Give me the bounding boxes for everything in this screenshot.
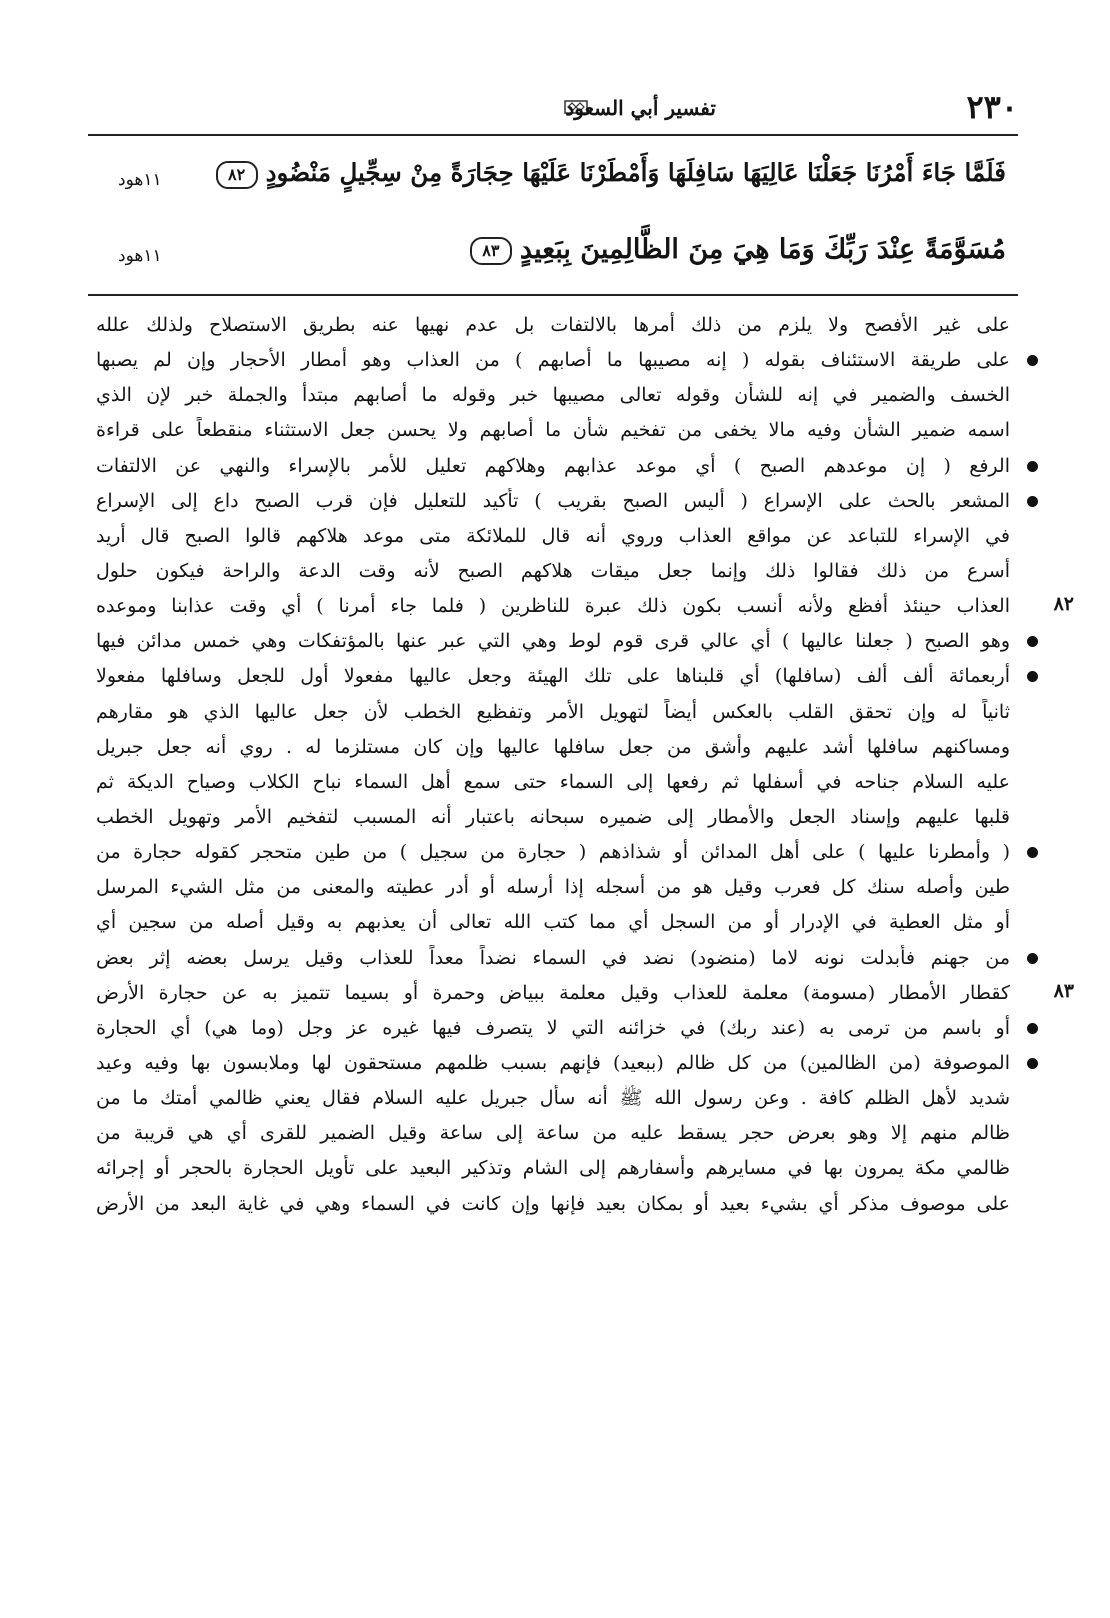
margin-verse-number: ٨٢ [1053, 593, 1074, 616]
text-line [96, 589, 1074, 624]
verse-reference: ١١هود [118, 170, 162, 190]
page-number: ٢٣٠ [966, 88, 1018, 126]
line-text: طين وأصله سنك كل فعرب وقيل هو من أسجله إذا أرسله أو أدر عطيته والمعنى من مثل الشيء المرسل [96, 876, 1010, 899]
text-line [96, 976, 1074, 1011]
running-title: تفسير أبي السعود [565, 96, 716, 120]
text-line [96, 941, 1018, 976]
bullet-dot-icon [1027, 847, 1038, 858]
text-line [96, 378, 1018, 413]
text-line [96, 484, 1018, 519]
line-text: ظالم منهم إلا وهو بعرض حجر يسقط عليه من ساعة إلى ساعة وقيل الضمير للقرى أي هي قريبة من [96, 1122, 1010, 1145]
text-line [96, 449, 1018, 484]
line-text: أسرع من ذلك فقالوا ذلك وإنما جعل ميقات هلاكهم الصبح لأنه وقت الدعة والراحة فيكون حلول [96, 559, 1010, 582]
line-text: في الإسراء للتباعد عن مواقع العذاب وروي أنه قال للملائكة متى موعد هلاكهم قالوا الصبح قال أريد [96, 524, 1010, 547]
text-line [96, 343, 1018, 378]
bullet-dot-icon [1027, 953, 1038, 964]
bullet-dot-icon [1027, 496, 1038, 507]
verse-end-marker: ٨٣ [470, 237, 512, 265]
line-text: ( وأمطرنا عليها ) على أهل المدائن أو شذاذهم ( حجارة من سجيل ) من طين متحجر كقوله حجارة من [96, 841, 1010, 864]
text-line [96, 765, 1018, 800]
text-line [96, 1187, 1018, 1222]
line-text: ظالمي مكة يمرون بها في مسايرهم وأسفارهم إلى الشام وتذكير البعيد على تأويل الحجارة بالحجر أو إجرائه [96, 1157, 1010, 1180]
line-text: الخسف والضمير في إنه للشأن وقوله تعالى مصيبها خبر وقوله ما أصابهم مبتدأ والجملة خبر لإن الذي [96, 384, 1010, 407]
line-text: أربعمائة ألف ألف (سافلها) أي قلبناها على تلك الهيئة وجعل عاليها مفعولا أول للجعل وسافلها مفعولا [96, 665, 1010, 688]
bullet-dot-icon [1027, 355, 1038, 366]
text-line [96, 835, 1018, 870]
page-header [88, 86, 1018, 126]
line-text: المشعر بالحث على الإسراع ( أليس الصبح بقريب ) تأكيد للتعليل فإن قرب الصبح داع إلى الإسراع [96, 489, 1010, 512]
text-line [96, 1116, 1018, 1151]
line-text: اسمه ضمير الشأن وفيه مالا يخفى من تفخيم شأن ما أصابهم ولا يحسن جعل الاستثناء منقطعاً على قراءة [96, 419, 1010, 442]
text-line [96, 800, 1018, 835]
line-text: على غير الأفصح ولا يلزم من ذلك أمرها بالالتفات بل عدم نهيها عنه بطريق الاستصلاح ولذلك علله [96, 314, 1010, 336]
text-line [96, 870, 1018, 905]
line-text: ثانياً له وإن تحقق القلب بالعكس أيضاً لتهويل الأمر وتفظيع الخطب لأن جعل عاليها الذي هو مقارهم [96, 700, 1010, 723]
text-line [96, 1046, 1018, 1081]
quran-verse-line [100, 234, 1006, 280]
text-line [96, 1151, 1018, 1186]
line-text: أو مثل العطية في الإدرار أو من السجل أي مما كتب الله تعالى أن يعذبهم به وقيل أصله من سجين أي [96, 911, 1010, 934]
text-line [96, 413, 1018, 448]
text-line [96, 519, 1018, 554]
line-text: كقطار الأمطار (مسومة) معلمة للعذاب وقيل معلمة ببياض وحمرة أو بسيما تتميز به عن حجارة الأرض [96, 981, 1010, 1004]
text-line [96, 730, 1018, 765]
text-line [96, 1081, 1018, 1116]
text-line [96, 1011, 1018, 1046]
line-text: الرفع ( إن موعدهم الصبح ) أي موعد عذابهم وهلاكهم تعليل للأمر بالإسراء والنهي عن الالتفات [96, 454, 1010, 477]
verse-text: مُسَوَّمَةً عِنْدَ رَبِّكَ وَمَا هِيَ مِنَ الظَّالِمِينَ بِبَعِيدٍ٨٣ [470, 234, 1006, 265]
text-line [96, 695, 1018, 730]
header-divider [88, 134, 1018, 136]
text-line [96, 308, 1018, 343]
line-text: أو باسم من ترمى به (عند ربك) في خزائنه التي لا يتصرف فيها غيره عز وجل (وما هي) أي الحجارة [96, 1016, 1010, 1039]
margin-verse-number: ٨٣ [1053, 979, 1074, 1002]
text-line [96, 905, 1018, 940]
line-text: قلبها عليهم وإسناد الجعل والأمطار إلى ضميره سبحانه باعتبار أنه المسبب لتفخيم الأمر وتهويل الخطب [96, 805, 1010, 828]
line-text: العذاب حينئذ أفظع ولأنه أنسب بكون ذلك عبرة للناظرين ( فلما جاء أمرنا ) أي وقت عذابنا وموعده [96, 595, 1010, 618]
text-line [96, 659, 1018, 694]
bullet-dot-icon [1027, 1023, 1038, 1034]
quran-verse-line [100, 158, 1006, 204]
line-text: عليه السلام جناحه في أسفلها ثم رفعها إلى السماء حتى سمع أهل السماء نباح الكلاب وصياح الديكة ثم [96, 770, 1010, 793]
bullet-dot-icon [1027, 636, 1038, 647]
text-line [96, 624, 1018, 659]
bullet-dot-icon [1027, 1058, 1038, 1069]
line-text: على موصوف مذكر أي بشيء بعيد أو بمكان بعيد فإنها وإن كانت في السماء وهي في غاية البعد من الأرض [96, 1192, 1010, 1215]
line-text: على طريقة الاستئناف بقوله ( إنه مصيبها ما أصابهم ) من العذاب وهو أمطار الأحجار وإن لم يصبها [96, 349, 1010, 372]
line-text: وهو الصبح ( جعلنا عاليها ) أي عالي قرى قوم لوط وهي التي عبر عنها بالمؤتفكات وهي خمس مدائن فيها [96, 630, 1010, 653]
text-line [96, 554, 1018, 589]
line-text: شديد لأهل الظلم كافة . وعن رسول الله ﷺ أنه سأل جبريل عليه السلام فقال يعني ظالمي أمتك ما من [96, 1087, 1010, 1110]
tafsir-commentary [96, 308, 1074, 1222]
verse-end-marker: ٨٢ [216, 161, 258, 189]
line-text: ومساكنهم سافلها أشد عليهم وأشق من جعل سافلها عاليها وإن كان مستلزما له . روي أنه جعل جبريل [96, 735, 1010, 758]
verse-reference: ١١هود [118, 246, 162, 266]
verse-text: فَلَمَّا جَاءَ أَمْرُنَا جَعَلْنَا عَالِيَهَا سَافِلَهَا وَأَمْطَرْنَا عَلَيْهَا حِجَارَةً مِنْ سِجِّيلٍ مَنْضُودٍ٨٢ [216, 158, 1006, 189]
bullet-dot-icon [1027, 461, 1038, 472]
line-text: من جهنم فأبدلت نونه لاما (منضود) نضد في السماء نضداً معداً للعذاب وقيل يرسل بعضه إثر بعض [96, 946, 1010, 969]
verses-divider [88, 294, 1018, 296]
line-text: الموصوفة (من الظالمين) من كل ظالم (ببعيد) فإنهم بسبب ظلمهم مستحقون لها وملابسون بها وفيه وعيد [96, 1051, 1010, 1074]
bullet-dot-icon [1027, 671, 1038, 682]
